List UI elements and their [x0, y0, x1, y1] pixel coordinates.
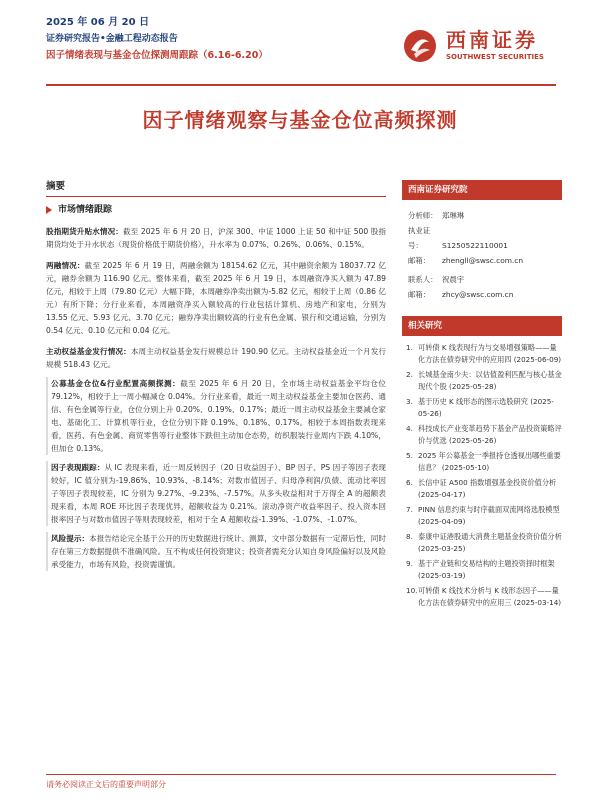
sidebar	[402, 180, 562, 612]
list-item-number: 3.	[406, 397, 413, 406]
analyst-info	[402, 208, 562, 302]
list-item-title: 长城基金南少夫：以估值盈利匹配与核心基金现代个股 (2025-05-28)	[418, 370, 562, 391]
analyst-value[interactable]: zhcy@swsc.com.cn	[442, 290, 514, 299]
brand-logo	[402, 24, 552, 68]
section-heading-label: 市场情绪跟踪	[58, 205, 113, 215]
list-item-number: 10.	[406, 586, 418, 595]
list-item-number: 4.	[406, 424, 413, 433]
logo-name-en: SOUTHWEST SECURITIES	[446, 53, 544, 61]
list-item-number: 5.	[406, 451, 413, 460]
analyst-label: 分析师：	[408, 211, 438, 220]
risk-text: 本报告结论完全基于公开的历史数据进行统计、测算，文中部分数据有一定滞后性，同时存在第三方数据提供不准确风险。互不构成任何投资建议；投资者需充分认知自身风险偏好以及风险承受能力，市场有风险，投资需谨慎。	[51, 534, 387, 569]
fund-issue-text: 本周主动权益基金发行规模总计 190.90 亿元。主动权益基金近一个月发行规模 518.43 亿元。	[46, 347, 387, 369]
list-item[interactable]	[406, 504, 562, 528]
list-item[interactable]	[406, 558, 562, 582]
futures-paragraph	[46, 225, 386, 251]
fund-position-key: 公募基金仓位&行业配置高频探测：	[51, 379, 181, 388]
report-header	[46, 16, 556, 84]
list-item-title: 泰康中证港股通大消费主题基金投资价值分析 (2025-03-25)	[418, 532, 562, 553]
triangle-bullet-icon	[46, 206, 52, 214]
analyst-row	[408, 223, 562, 253]
list-item[interactable]	[406, 423, 562, 447]
fund-issue-paragraph	[46, 345, 386, 371]
futures-text: 截至 2025 年 6 月 20 日，沪深 300、中证 1000 上证 50 和中证 500 股指期货均处于升水状态（现货价格低于期货价格），升水率为 0.07%、0.26%、0.06%、0.15%。	[46, 227, 386, 249]
analyst-value: 郑琳琳	[442, 211, 465, 220]
list-item[interactable]	[406, 396, 562, 420]
margin-key: 两融情况：	[46, 261, 85, 270]
abstract-heading: 摘要	[46, 181, 66, 192]
list-item-title: 长信中证 A500 指数增强基金投资价值分析 (2025-04-17)	[418, 478, 557, 499]
analyst-row	[408, 287, 562, 302]
list-item[interactable]	[406, 342, 562, 366]
analyst-label: 邮箱：	[408, 256, 431, 265]
related-heading: 相关研究	[402, 316, 562, 336]
futures-key: 股指期货升贴水情况：	[46, 227, 123, 236]
abstract-column	[46, 180, 386, 571]
list-item-number: 6.	[406, 478, 413, 487]
risk-paragraph	[46, 532, 386, 571]
logo-name-cn: 西南证券	[446, 28, 538, 52]
footer-notice: 请务必阅读正文后的重要声明部分	[46, 780, 166, 789]
list-item-number: 7.	[406, 505, 413, 514]
list-item-title: 可转债 K 线表现行为与交易增强策略——量化方法在债券研究中的应用四 (2025-06-09)	[418, 343, 562, 364]
margin-text: 截至 2025 年 6 月 19 日，两融余额为 18154.62 亿元，其中融资余额为 18037.72 亿元，融券余额为 116.90 亿元。整体来看，截至 2025 年 6 月 19 日，本周融资净买入额为 47.89 亿元，相较于上周（79.80 亿元）大幅下降，本周融券净卖出额为-5.82 亿元，相较于上周（0.86 亿元）有所下降；分行业来看，本周融资净买入额较高的行业包括计算机、房地产和家电，分别为 13.55 亿元、5.93 亿元、3.70 亿元；融券净卖出额较高的行业有色金属、银行和交通运输，分别为 0.54 亿元、0.10 亿元和 0.04 亿元。	[46, 261, 386, 335]
list-item-title: 可转债 K 线技术分析与 K 线形态因子——量化方法在债券研究中的应用三 (2025-03-14)	[418, 586, 562, 607]
header-divider	[46, 84, 556, 86]
footer-divider	[46, 774, 556, 775]
list-item-number: 2.	[406, 370, 413, 379]
factor-text: 从 IC 表现来看，近一周反转因子（20 日收益因子）、BP 因子、PS 因子等因子表现较好，IC 值分别为-19.86%、10.93%、-8.14%；对数市值因子、归母净利润/负债、流动比率因子等因子表现较差，IC 分别为 9.27%、-9.23%、-7.57%。从多头收益相对于万得全 A 的超额表现来看，本周 ROE 环比因子表现优异，超额收益为 0.21%。滚动净资产收益率因子、投入资本回报率因子与对数市值因子等则表现较差，相对于全 A 超额收益-1.39%、-1.07%、-1.07%。	[51, 463, 386, 524]
report-series: 证券研究报告•金融工程动态报告	[46, 34, 178, 44]
logo-mark-icon	[402, 28, 438, 64]
section-heading	[46, 203, 386, 217]
page-title: 因子情绪观察与基金仓位高频探测	[142, 108, 458, 132]
list-item-number: 8.	[406, 532, 413, 541]
factor-key: 因子表现跟踪：	[51, 463, 105, 472]
analyst-label: 联系人：	[408, 275, 438, 284]
list-item[interactable]	[406, 369, 562, 393]
report-subtitle: 因子情绪表现与基金仓位探测周跟踪（6.16-6.20）	[46, 50, 268, 61]
list-item-title: 2025 年公募基金一季报持仓透视出哪些重要信息？ (2025-05-10)	[418, 451, 561, 472]
related-list	[402, 342, 562, 609]
list-item-title: 基于产业链和交易结构的主题投资择时框架 (2025-03-19)	[418, 559, 555, 580]
factor-paragraph	[46, 461, 386, 526]
analyst-value: 祝晨宇	[442, 275, 465, 284]
list-item-number: 1.	[406, 343, 413, 352]
fund-position-text: 截至 2025 年 6 月 20 日，全市场主动权益基金平均仓位 79.12%，相较于上一周小幅减仓 0.04%。分行业来看，最近一周主动权益基金主要加仓医药、通信、有色金属等行业，仓位分别上升 0.20%、0.19%、0.17%；最近一周主动权益基金主要减仓家电、基础化工、计算机等行业，仓位分别下降 0.19%、0.18%、0.17%。相较于本周指数表现来看，医药、有色金属、商贸零售等行业整体下跌但主动加仓态势，纺织服装行业周内下跌 4.10%，但加仓 0.13%。	[51, 379, 386, 453]
list-item[interactable]	[406, 477, 562, 501]
abstract-divider	[46, 196, 386, 197]
list-item-title: 基于历史 K 线形态的图示选股研究 (2025-05-26)	[418, 397, 554, 418]
fund-issue-key: 主动权益基金发行情况：	[46, 347, 131, 356]
margin-paragraph	[46, 259, 386, 337]
fund-position-paragraph	[46, 377, 386, 455]
list-item[interactable]	[406, 585, 562, 609]
risk-key: 风险提示：	[51, 534, 90, 543]
list-item-title: PINN 信息约束与时序截面双流网络选股模型 (2025-04-09)	[418, 505, 560, 526]
analyst-label: 邮箱：	[408, 290, 431, 299]
list-item[interactable]	[406, 450, 562, 474]
analyst-row	[408, 208, 562, 223]
list-item-title: 科技成长产业变革趋势下基金产品投资策略评价与优选 (2025-05-26)	[418, 424, 562, 445]
list-item-number: 9.	[406, 559, 413, 568]
research-heading: 西南证券研究院	[402, 180, 562, 200]
analyst-row	[408, 272, 562, 287]
list-item[interactable]	[406, 531, 562, 555]
analyst-label: 执业证号：	[408, 226, 431, 250]
analyst-value[interactable]: zhengll@swsc.com.cn	[442, 256, 524, 265]
report-date: 2025 年 06 月 20 日	[46, 17, 150, 28]
analyst-row	[408, 253, 562, 268]
analyst-value: S1250522110001	[442, 241, 508, 250]
